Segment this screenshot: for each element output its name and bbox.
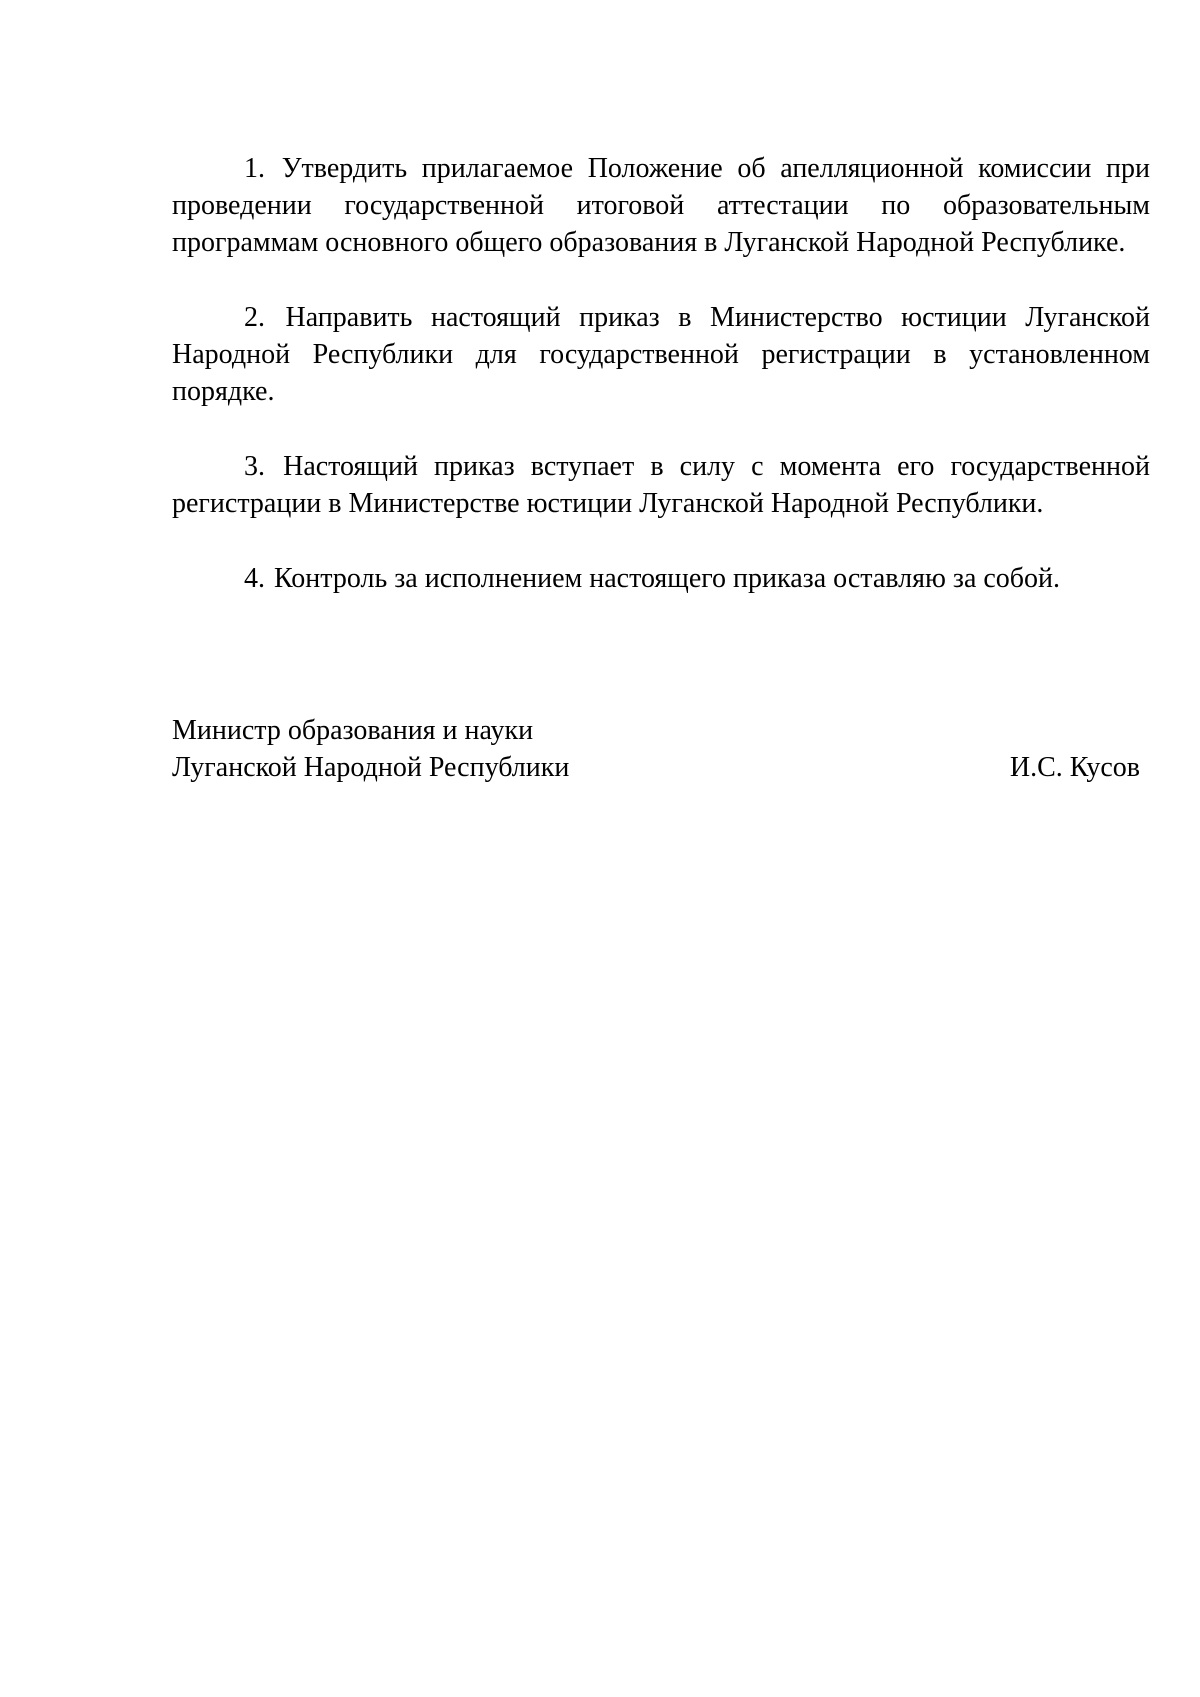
paragraph-1 [172, 150, 1150, 261]
paragraph-3 [172, 448, 1150, 522]
paragraph-number: 3. [244, 451, 265, 482]
paragraph-text: Контроль за исполнением настоящего приказа оставляю за собой. [274, 563, 1061, 594]
paragraph-2 [172, 299, 1150, 410]
signatory-name: И.С. Кусов [1009, 752, 1140, 783]
signature-block [172, 712, 1140, 786]
document-body [172, 150, 1150, 635]
signatory-position-line1: Министр образования и науки [172, 715, 534, 746]
paragraph-4 [172, 560, 1150, 597]
paragraph-number: 2. [244, 302, 265, 333]
signature-row [172, 749, 1140, 786]
paragraph-number: 4. [244, 563, 265, 594]
paragraph-text: Настоящий приказ вступает в силу с момента его государственной регистрации в Министерстве юстиции Луганской Народной Республики. [172, 451, 1150, 519]
paragraph-text: Направить настоящий приказ в Министерство юстиции Луганской Народной Республики для государственной регистрации в установленном порядке. [172, 302, 1150, 407]
signatory-position-line2: Луганской Народной Республики [172, 752, 570, 783]
paragraph-number: 1. [244, 153, 265, 184]
paragraph-text: Утвердить прилагаемое Положение об апелляционной комиссии при проведении государственной итоговой аттестации по образовательным программам основного общего образования в Луганской Народной Республике. [172, 153, 1150, 258]
